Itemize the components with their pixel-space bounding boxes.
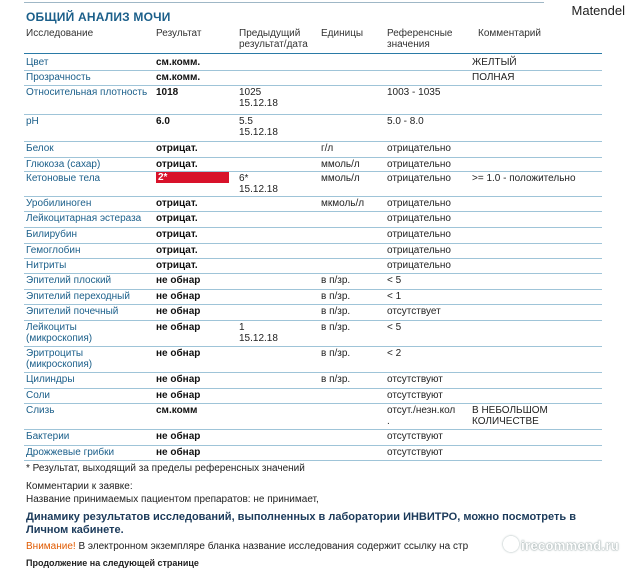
- table-row: [24, 85, 602, 115]
- table-row: [24, 388, 602, 404]
- cell-result: не обнар: [156, 306, 201, 317]
- header-prev: [239, 28, 308, 50]
- table-row: [24, 55, 602, 71]
- cell-units: в п/зр.: [321, 291, 351, 302]
- cell-units: г/л: [321, 143, 334, 154]
- top-divider: [24, 2, 544, 3]
- header-test: Исследование: [26, 28, 94, 39]
- cell-result: не обнар: [156, 275, 201, 286]
- cell-result: отрицат.: [156, 143, 198, 154]
- cell-test: Билирубин: [26, 229, 77, 240]
- table-row: [24, 445, 602, 461]
- cell-result: см.комм.: [156, 72, 201, 83]
- cell-test: Эритроциты: [26, 348, 84, 359]
- cell-ref: отсутствуют: [387, 447, 443, 458]
- cell-ref: 1003 - 1035: [387, 87, 441, 98]
- cell-test-line2: (микроскопия): [26, 333, 93, 344]
- cell-ref: отрицательно: [387, 159, 451, 170]
- cell-test-line2: (микроскопия): [26, 359, 93, 370]
- cell-ref: < 5: [387, 275, 402, 286]
- header-prev-line2: результат/дата: [239, 39, 308, 50]
- table-row: [24, 243, 602, 259]
- cell-units: в п/зр.: [321, 374, 351, 385]
- table-row: [24, 114, 602, 142]
- cell-test: Дрожжевые грибки: [26, 447, 115, 458]
- table-row: [24, 171, 602, 197]
- dynamics-note: Динамику результатов исследований, выполненных в лаборатории ИНВИТРО, можно посмотреть в Личном кабинете.: [26, 511, 576, 536]
- cell-units: в п/зр.: [321, 306, 351, 317]
- header-comment: Комментарий: [478, 28, 541, 39]
- header-divider: [24, 53, 602, 54]
- cell-comment: >= 1.0 - положительно: [472, 173, 576, 184]
- header-units: Единицы: [321, 28, 364, 39]
- cell-prev: 1: [239, 322, 245, 333]
- cell-prev-date: 15.12.18: [239, 184, 278, 195]
- user-watermark: Matendel: [571, 3, 625, 18]
- cell-ref: < 2: [387, 348, 402, 359]
- header-ref: [387, 28, 453, 50]
- table-row: [24, 211, 602, 228]
- warning-line: [26, 541, 468, 552]
- cell-comment-line2: КОЛИЧЕСТВЕ: [472, 416, 539, 427]
- cell-prev-date: 15.12.18: [239, 98, 278, 109]
- cell-result: не обнар: [156, 291, 201, 302]
- cell-test: Лейкоцитарная эстераза: [26, 213, 142, 224]
- warning-label: Внимание!: [26, 541, 76, 552]
- cell-test: Гемоглобин: [26, 245, 81, 256]
- cell-prev-date: 15.12.18: [239, 127, 278, 138]
- cell-test: Эпителий переходный: [26, 291, 130, 302]
- cell-ref: < 5: [387, 322, 402, 333]
- cell-result: не обнар: [156, 322, 201, 333]
- table-row: [24, 273, 602, 290]
- cell-comment: В НЕБОЛЬШОМ: [472, 405, 548, 416]
- table-row: [24, 157, 602, 172]
- cell-ref: отрицательно: [387, 143, 451, 154]
- cell-test: pH: [26, 116, 39, 127]
- cell-comment: ПОЛНАЯ: [472, 72, 515, 83]
- cell-ref: 5.0 - 8.0: [387, 116, 424, 127]
- cell-result: отрицат.: [156, 260, 198, 271]
- cell-ref: отрицательно: [387, 245, 451, 256]
- cell-units: в п/зр.: [321, 322, 351, 333]
- irecommend-logo-icon: [503, 536, 519, 552]
- table-row: [24, 258, 602, 274]
- table-row: [24, 429, 602, 446]
- cell-result: не обнар: [156, 390, 201, 401]
- continue-note: Продолжение на следующей странице: [26, 558, 199, 568]
- cell-result: отрицат.: [156, 229, 198, 240]
- cell-result: не обнар: [156, 447, 201, 458]
- cell-result: отрицат.: [156, 245, 198, 256]
- cell-ref-line2: .: [387, 416, 390, 427]
- cell-ref: отсутствуют: [387, 374, 443, 385]
- cell-test: Эпителий плоский: [26, 275, 112, 286]
- cell-ref: отсутствуют: [387, 431, 443, 442]
- cell-test: Прозрачность: [26, 72, 91, 83]
- table-row: [24, 346, 602, 373]
- cell-units: в п/зр.: [321, 348, 351, 359]
- cell-test: Слизь: [26, 405, 55, 416]
- warning-text: В электронном экземпляре бланка название исследования содержит ссылку на стр: [75, 541, 469, 552]
- cell-prev: 1025: [239, 87, 262, 98]
- report-title: ОБЩИЙ АНАЛИЗ МОЧИ: [26, 10, 171, 24]
- cell-result: отрицат.: [156, 198, 198, 209]
- cell-test: Соли: [26, 390, 50, 401]
- cell-result-flagged: 2*: [156, 172, 229, 183]
- cell-units: в п/зр.: [321, 275, 351, 286]
- table-row: [24, 304, 602, 321]
- cell-ref: отрицательно: [387, 260, 451, 271]
- cell-test: Нитриты: [26, 260, 67, 271]
- irecommend-watermark: [503, 536, 619, 553]
- cell-prev: 5.5: [239, 116, 253, 127]
- cell-ref: отрицательно: [387, 173, 451, 184]
- table-row: [24, 372, 602, 389]
- cell-test: Цилиндры: [26, 374, 75, 385]
- table-row: [24, 289, 602, 305]
- cell-test: Уробилиноген: [26, 198, 92, 209]
- footnote: * Результат, выходящий за пределы референсных значений: [26, 463, 305, 474]
- table-row: [24, 70, 602, 86]
- cell-comment: ЖЕЛТЫЙ: [472, 57, 517, 68]
- cell-result: отрицат.: [156, 213, 198, 224]
- table-row: [24, 196, 602, 212]
- cell-units: мкмоль/л: [321, 198, 365, 209]
- cell-test: Глюкоза (сахар): [26, 159, 101, 170]
- cell-prev: 6*: [239, 173, 249, 184]
- cell-ref: отрицательно: [387, 229, 451, 240]
- cell-result: 6.0: [156, 116, 170, 127]
- table-row: [24, 141, 602, 158]
- table-row: [24, 403, 602, 430]
- cell-result: отрицат.: [156, 159, 198, 170]
- cell-result: см.комм.: [156, 57, 201, 68]
- cell-ref: отрицательно: [387, 198, 451, 209]
- cell-result: не обнар: [156, 431, 201, 442]
- cell-ref: отсутствуют: [387, 390, 443, 401]
- cell-ref: отсутствует: [387, 306, 441, 317]
- cell-prev-date: 15.12.18: [239, 333, 278, 344]
- cell-test: Эпителий почечный: [26, 306, 119, 317]
- cell-result: см.комм: [156, 405, 198, 416]
- header-result: Результат: [156, 28, 202, 39]
- cell-test: Бактерии: [26, 431, 70, 442]
- header-ref-line2: значения: [387, 39, 430, 50]
- cell-units: ммоль/л: [321, 173, 360, 184]
- cell-test: Цвет: [26, 57, 49, 68]
- table-row: [24, 320, 602, 347]
- cell-ref: отрицательно: [387, 213, 451, 224]
- cell-result: не обнар: [156, 348, 201, 359]
- irecommend-watermark-text: irecommend.ru: [521, 538, 619, 553]
- cell-test: Белок: [26, 143, 54, 154]
- cell-result: 1018: [156, 87, 179, 98]
- cell-test: Кетоновые тела: [26, 173, 101, 184]
- cell-test: Относительная плотность: [26, 87, 148, 98]
- header-prev-line1: Предыдущий: [239, 28, 301, 39]
- cell-units: ммоль/л: [321, 159, 360, 170]
- comments-label: Комментарии к заявке:: [26, 481, 133, 492]
- cell-ref: отсут./незн.кол: [387, 405, 456, 416]
- cell-result: не обнар: [156, 374, 201, 385]
- table-row: [24, 227, 602, 244]
- comments-text: Название принимаемых пациентом препаратов: не принимает,: [26, 494, 319, 505]
- cell-ref: < 1: [387, 291, 402, 302]
- cell-test: Лейкоциты: [26, 322, 77, 333]
- header-ref-line1: Референсные: [387, 28, 453, 39]
